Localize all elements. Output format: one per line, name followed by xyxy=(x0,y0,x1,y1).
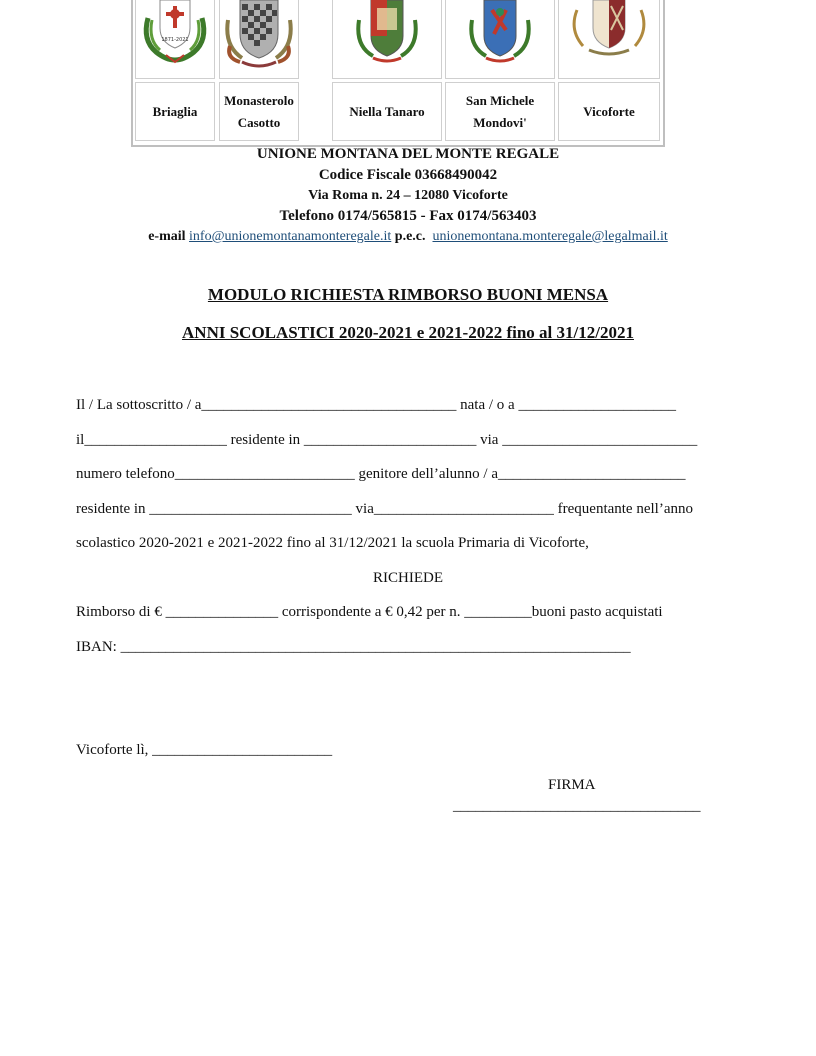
form-title: MODULO RICHIESTA RIMBORSO BUONI MENSA xyxy=(207,285,609,304)
san-michele-mondovi-crest-icon xyxy=(446,0,554,78)
crest-name-niella-tanaro: Niella Tanaro xyxy=(332,82,442,141)
form-line-rimborso: Rimborso di € _______________ corrispondente a € 0,42 per n. _________buoni pasto acquistati xyxy=(76,604,663,620)
email-link[interactable]: info@unionemontanamonteregale.it xyxy=(189,229,392,244)
briaglia-crest-icon xyxy=(136,0,214,78)
codice-fiscale: Codice Fiscale 03668490042 xyxy=(318,167,498,183)
signature-line: _________________________________ xyxy=(453,798,701,814)
form-line-scuola: scolastico 2020-2021 e 2021-2022 fino al 31/12/2021 la scuola Primaria di Vicoforte, xyxy=(76,535,589,551)
crest-cell xyxy=(332,0,442,79)
form-line-via: residente in ___________________________ via________________________ frequentante nell’anno xyxy=(76,501,693,517)
firma-label: FIRMA xyxy=(548,777,596,793)
form-line-sottoscritto: Il / La sottoscritto / a__________________________________ nata / o a _____________________ xyxy=(76,397,676,413)
org-name: UNIONE MONTANA DEL MONTE REGALE xyxy=(256,146,560,162)
address: Via Roma n. 24 – 12080 Vicoforte xyxy=(308,188,508,203)
crest-name-vicoforte: Vicoforte xyxy=(558,82,660,141)
crest-name-briaglia: Briaglia xyxy=(135,82,215,141)
crest-cell xyxy=(558,0,660,79)
richiede-label: RICHIEDE xyxy=(373,570,443,586)
form-subtitle: ANNI SCOLASTICI 2020-2021 e 2021-2022 fino al 31/12/2021 xyxy=(182,323,634,342)
form-line-iban: IBAN: ____________________________________________________________________ xyxy=(76,639,631,655)
pec-link[interactable]: unionemontana.monteregale@legalmail.it xyxy=(432,229,668,244)
contact-line xyxy=(0,229,816,245)
email-label: e-mail xyxy=(148,229,186,244)
vicoforte-crest-icon xyxy=(559,0,659,78)
niella-tanaro-crest-icon xyxy=(333,0,441,78)
crest-table xyxy=(131,0,665,147)
monasterolo-casotto-crest-icon xyxy=(220,0,298,78)
crest-name-san-michele-mondovi: San Michele Mondovi' xyxy=(445,82,555,141)
crest-cell xyxy=(219,0,299,79)
crest-name-monasterolo-casotto: Monasterolo Casotto xyxy=(219,82,299,141)
form-line-telefono: numero telefono________________________ genitore dell’alunno / a_________________________ xyxy=(76,466,686,482)
svg-text:1871-2021: 1871-2021 xyxy=(161,37,189,43)
place-date-line: Vicoforte lì, ________________________ xyxy=(76,742,333,758)
crest-cell xyxy=(135,0,215,79)
pec-label: p.e.c. xyxy=(394,229,426,244)
form-line-residenza: il___________________ residente in _______________________ via __________________________ xyxy=(76,432,698,448)
phone-fax: Telefono 0174/565815 - Fax 0174/563403 xyxy=(279,208,537,224)
crest-cell xyxy=(445,0,555,79)
